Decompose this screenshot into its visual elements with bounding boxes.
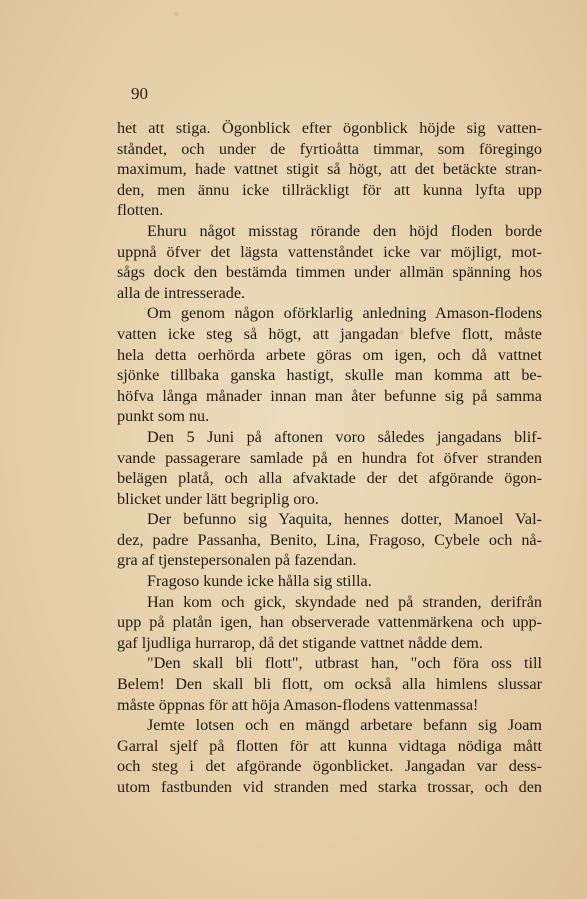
- text-line: Om genom någon oförklarlig anledning Amason-flodens: [147, 304, 542, 323]
- text-line: sjönke tillbaka ganska hastigt, skulle man komma att be-: [117, 366, 542, 385]
- text-line: Han kom och gick, skyndade ned på stranden, derifrån: [147, 592, 542, 611]
- text-line: Den 5 Juni på aftonen voro således jangadans blif-: [147, 427, 542, 446]
- text-line: Der befunno sig Yaquita, hennes dotter, Manoel Val-: [147, 510, 542, 529]
- text-line: vande passagerare samlade på en hundra fot öfver stranden: [117, 448, 542, 467]
- text-line: Ehuru något misstag rörande den höjd floden borde: [147, 221, 542, 240]
- text-line: upp på platån igen, han observerade vattenmärkena och upp-: [117, 613, 542, 632]
- text-line: höfva långa månader innan man åter befunne sig på samma: [117, 386, 542, 405]
- text-line: alla de intresserade.: [117, 283, 246, 302]
- text-line: Fragoso kunde icke hålla sig stilla.: [147, 572, 372, 591]
- text-line: dez, padre Passanha, Benito, Lina, Fragoso, Cybele och nå-: [117, 530, 542, 549]
- text-line: måste öppnas för att höja Amason-flodens vattenmassa!: [117, 695, 479, 714]
- text-line: Jemte lotsen och en mängd arbetare befann sig Joam: [147, 716, 542, 735]
- text-line: "Den skall bli flott", utbrast han, "och föra oss till: [147, 654, 542, 673]
- text-line: gaf ljudliga hurrarop, då det stigande vattnet nådde dem.: [117, 633, 483, 652]
- text-line: sågs dock den bestämda timmen under allmän spänning hos: [117, 263, 542, 282]
- text-line: uppnå öfver det lägsta vattenståndet icke var möjligt, mot-: [117, 242, 542, 261]
- text-line: het att stiga. Ögonblick efter ögonblick höjde sig vatten-: [117, 119, 542, 137]
- paper-stain: [174, 12, 179, 16]
- text-line: Belem! Den skall bli flott, om också alla himlens slussar: [117, 675, 542, 694]
- text-line: ståndet, och under de fyrtioåtta timmar, som föregingo: [117, 139, 542, 158]
- text-line: utom fastbunden vid stranden med starka trossar, och den: [117, 778, 542, 796]
- text-line: vatten icke steg så högt, att jangadan blefve flott, måste: [117, 324, 542, 343]
- text-line: hela detta oerhörda arbete göras om igen, och då vattnet: [117, 345, 542, 364]
- text-line: maximum, hade vattnet stigit så högt, att det betäckte stran-: [117, 160, 542, 179]
- page-number: 90: [131, 84, 148, 103]
- text-line: Garral sjelf på flotten för att kunna vidtaga nödiga mått: [117, 736, 542, 755]
- text-line: blicket under lätt begriplig oro.: [117, 489, 319, 508]
- text-line: gra af tjenstepersonalen på fazendan.: [117, 551, 357, 570]
- text-line: flotten.: [117, 201, 164, 220]
- text-line: punkt som nu.: [117, 407, 210, 426]
- text-line: belägen platå, och alla afvaktade der det afgörande ögon-: [117, 469, 542, 488]
- text-line: och steg i det afgörande ögonblicket. Jangadan var dess-: [117, 757, 542, 776]
- text-line: den, men ännu icke tillräckligt för att kunna lyfta upp: [117, 180, 542, 199]
- body-text: [117, 118, 542, 798]
